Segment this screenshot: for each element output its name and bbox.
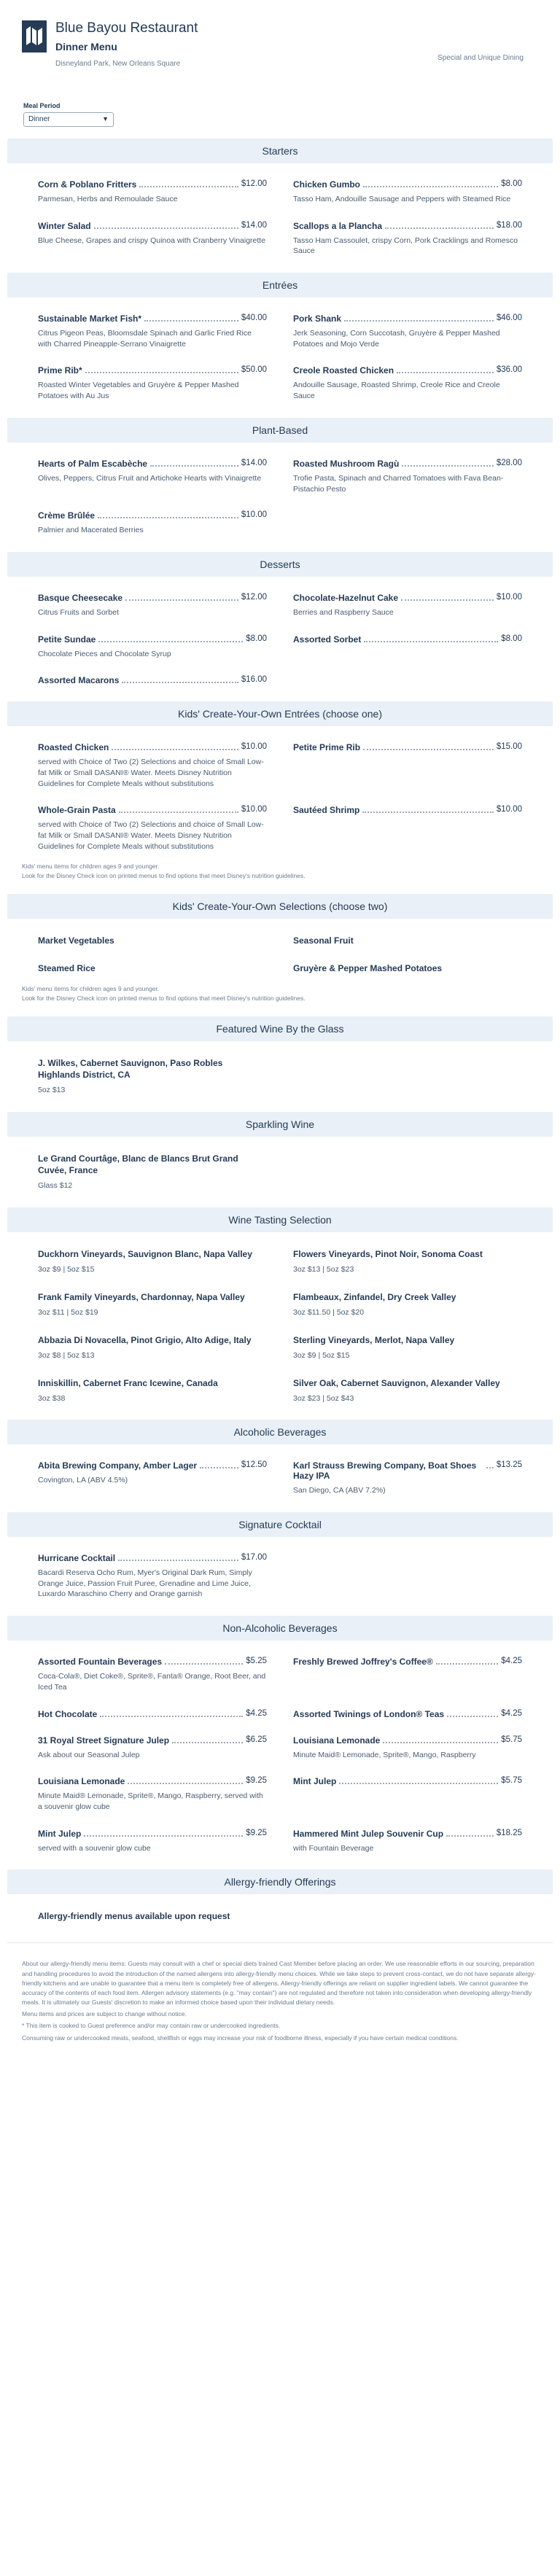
item-description: 3oz $9 | 5oz $15 — [293, 1350, 350, 1360]
menu-item — [293, 805, 522, 852]
allergy-disclaimer: About our allergy-friendly menu items: Guests may consult with a chef or special diets trained Cast Member before placing an order. We use reasonable efforts in our sourcing, preparation and handling procedures to avoid the introduction of the named allergens into allergy-friendly menu choices. While we take steps to prevent cross-contact, we do not have separate allergy-friendly kitchens and are unable to guarantee that a menu item is completely free of allergens. Allergy-friendly offerings are reliant on supplier ingredient labels. We cannot guarantee the accuracy of the contents of each food item. Allergen advisory statements (e.g. "may contain") are not regulated and therefore not taken into consideration when developing allergy-friendly meals. It is ultimately our Guests' discretion to make an informed choice based upon their individual dietary needs. — [22, 1960, 536, 2007]
menu-item — [293, 1776, 522, 1812]
item-description: Palmier and Macerated Berries — [38, 526, 144, 535]
menu-item-grid — [38, 179, 522, 257]
item-name: Roasted Mushroom Ragù — [293, 458, 400, 469]
item-name: Allergy-friendly menus available upon request — [38, 1911, 230, 1922]
item-price: $6.25 — [246, 1735, 267, 1744]
menu-item — [293, 459, 522, 494]
menu-item — [38, 1735, 267, 1761]
item-description: 3oz $38 — [38, 1393, 66, 1403]
menu-item — [293, 935, 522, 946]
menu-item — [293, 1334, 522, 1361]
leader-dots — [339, 1776, 498, 1784]
price-disclaimer: Menu items and prices are subject to change without notice. — [22, 2010, 187, 2018]
item-name: Pork Shank — [293, 314, 342, 324]
item-price: $16.00 — [241, 675, 267, 685]
item-price: $36.00 — [496, 365, 522, 375]
leader-dots — [118, 1553, 238, 1561]
item-description: Covington, LA (ABV 4.5%) — [38, 1476, 128, 1485]
item-price: $15.00 — [496, 742, 522, 752]
chevron-down-icon: ▼ — [102, 115, 109, 122]
section-body — [0, 1537, 560, 1616]
menu-item — [293, 221, 522, 257]
leader-dots — [172, 1735, 243, 1743]
item-price: $10.00 — [241, 510, 267, 520]
meal-period-label: Meal Period — [23, 102, 61, 109]
section-sparkling — [0, 1112, 560, 1207]
leader-dots — [98, 634, 243, 642]
section-kids-entrees — [0, 701, 560, 894]
item-price: $4.25 — [501, 1657, 522, 1666]
section-wine-glass — [0, 1016, 560, 1112]
section-title: Entrées — [7, 273, 553, 297]
leader-dots — [165, 1657, 243, 1665]
menu-item — [293, 962, 522, 974]
menu-item — [38, 1657, 267, 1692]
item-name: Mint Julep — [38, 1828, 82, 1839]
section-body — [0, 1444, 560, 1512]
menu-item-grid — [38, 593, 522, 685]
item-name: Chocolate-Hazelnut Cake — [293, 592, 399, 603]
item-description: Blue Cheese, Grapes and crispy Quinoa with Cranberry Vinaigrette — [38, 236, 266, 245]
menu-item-grid — [38, 314, 522, 402]
age-note: Kids' menu items for children ages 9 and younger. — [22, 863, 160, 871]
leader-dots — [122, 675, 238, 683]
section-body — [0, 1041, 560, 1112]
item-name: Gruyère & Pepper Mashed Potatoes — [293, 963, 443, 974]
menu-item — [293, 1735, 522, 1761]
item-price: $14.00 — [241, 220, 267, 230]
item-name: 31 Royal Street Signature Julep — [38, 1735, 170, 1746]
menu-item — [293, 1460, 522, 1496]
menu-sections — [0, 139, 560, 1938]
meal-period-select[interactable] — [23, 112, 114, 127]
leader-dots — [383, 1735, 498, 1743]
leader-dots — [150, 459, 238, 467]
item-description: Bacardi Reserva Ocho Rum, Myer's Original Dark Rum, Simply Orange Juice, Passion Fruit Puree, Grenadine and Lime Juice, Luxardo Maraschino Cherry and Orange garnish — [38, 1568, 252, 1599]
item-price: $12.00 — [241, 179, 267, 188]
item-name: Roasted Chicken — [38, 742, 109, 753]
leader-dots — [200, 1460, 238, 1468]
item-name: Silver Oak, Cabernet Sauvignon, Alexander Valley — [293, 1377, 500, 1388]
menu-item-grid — [38, 1248, 522, 1404]
item-price: $5.75 — [501, 1776, 522, 1786]
menu-item — [293, 1377, 522, 1404]
leader-dots — [363, 179, 498, 187]
menu-item-grid — [38, 1910, 522, 1922]
leader-dots — [397, 365, 494, 373]
section-wine-tasting — [0, 1207, 560, 1420]
item-description: served with a souvenir glow cube — [38, 1843, 151, 1853]
menu-item — [38, 459, 267, 494]
item-price: $8.00 — [246, 634, 267, 643]
item-name: Assorted Fountain Beverages — [38, 1657, 163, 1668]
item-price: $13.25 — [496, 1460, 522, 1470]
section-title: Wine Tasting Selection — [7, 1207, 553, 1232]
section-title: Signature Cocktail — [7, 1512, 553, 1537]
section-body — [0, 919, 560, 990]
foodborne-warning: Consuming raw or undercooked meats, seafood, shellfish or eggs may increase your risk of foodborne illness, especially if you have certain medical conditions. — [22, 2034, 459, 2042]
section-title: Alcoholic Beverages — [7, 1420, 553, 1444]
menu-item — [38, 962, 267, 974]
section-allergy — [0, 1869, 560, 1938]
item-description: served with Choice of Two (2) Selections and choice of Small Low-fat Milk or Small DASANI® Water. Meets Disney Nutrition Guidelines for Complete Meals without substitutions — [38, 758, 264, 788]
item-description: Minute Maid® Lemonade, Sprite®, Mango, Raspberry, served with a souvenir glow cube — [38, 1791, 263, 1811]
section-body — [0, 1894, 560, 1938]
menu-item — [38, 1057, 267, 1096]
section-body — [0, 1137, 560, 1207]
item-price: $46.00 — [496, 314, 522, 323]
section-starters — [0, 139, 560, 273]
menu-item — [293, 1829, 522, 1854]
item-price: $10.00 — [496, 805, 522, 814]
item-description: 3oz $9 | 5oz $15 — [38, 1265, 95, 1275]
item-price: $14.00 — [241, 458, 267, 467]
item-name: Abbazia Di Novacella, Pinot Grigio, Alto Adige, Italy — [38, 1334, 252, 1345]
item-price: $5.75 — [501, 1735, 522, 1744]
menu-item-grid — [38, 459, 522, 536]
menu-item — [38, 314, 267, 349]
section-body — [0, 1641, 560, 1869]
item-name: Basque Cheesecake — [38, 592, 123, 603]
menu-name: Dinner Menu — [55, 41, 117, 52]
menu-item-grid — [38, 1153, 522, 1191]
menu-item — [38, 805, 267, 852]
item-description: 3oz $11 | 5oz $19 — [38, 1307, 98, 1317]
item-description: Citrus Fruits and Sorbet — [38, 607, 119, 617]
item-name: Karl Strauss Brewing Company, Boat Shoes Hazy IPA — [293, 1460, 477, 1482]
item-name: Hurricane Cocktail — [38, 1553, 116, 1564]
section-title: Desserts — [7, 552, 553, 577]
restaurant-location: Disneyland Park, New Orleans Square — [55, 60, 181, 68]
leader-dots — [446, 1829, 494, 1837]
item-price: $9.25 — [246, 1828, 267, 1837]
item-name: Hammered Mint Julep Souvenir Cup — [293, 1828, 444, 1839]
item-description: 3oz $23 | 5oz $43 — [293, 1393, 354, 1403]
age-note: Kids' menu items for children ages 9 and younger. — [22, 985, 160, 993]
menu-item — [293, 365, 522, 401]
item-description: 3oz $13 | 5oz $23 — [293, 1265, 354, 1275]
item-description: Andouille Sausage, Roasted Shrimp, Creole Rice and Creole Sauce — [293, 381, 500, 401]
section-desserts — [0, 552, 560, 701]
item-price: $5.25 — [246, 1657, 267, 1666]
item-description: Chocolate Pieces and Chocolate Syrup — [38, 649, 171, 658]
item-description: Tasso Ham, Andouille Sausage and Peppers with Steamed Rice — [293, 195, 511, 203]
section-body — [0, 443, 560, 552]
menu-item — [293, 1291, 522, 1318]
kids-menu-note — [0, 984, 560, 1016]
item-name: Chicken Gumbo — [293, 179, 361, 190]
menu-item-grid — [38, 1553, 522, 1600]
item-description: served with Choice of Two (2) Selections and choice of Small Low-fat Milk or Small DASANI® Water. Meets Disney Nutrition Guidelines for Complete Meals without substitutions — [38, 820, 264, 851]
item-name: Whole-Grain Pasta — [38, 805, 116, 816]
menu-item — [38, 742, 267, 789]
item-description: 5oz $13 — [38, 1086, 66, 1095]
menu-item — [38, 1829, 267, 1854]
item-price: $10.00 — [496, 592, 522, 602]
menu-item — [293, 634, 522, 660]
item-name: Petite Prime Rib — [293, 742, 361, 753]
menu-item — [38, 675, 267, 685]
item-description: Trofie Pasta, Spinach and Charred Tomatoes with Fava Bean-Pistachio Pesto — [293, 473, 504, 494]
item-price: $18.25 — [496, 1828, 522, 1837]
item-name: Petite Sundae — [38, 634, 96, 645]
item-name: Flambeaux, Zinfandel, Dry Creek Valley — [293, 1291, 456, 1302]
section-plant-based — [0, 418, 560, 552]
item-name: Inniskillin, Cabernet Franc Icewine, Canada — [38, 1377, 218, 1388]
menu-item — [293, 179, 522, 205]
menu-item — [38, 221, 267, 257]
item-description: 3oz $8 | 5oz $13 — [38, 1350, 95, 1360]
item-description: San Diego, CA (ABV 7.2%) — [293, 1486, 386, 1495]
restaurant-logo-icon — [22, 20, 47, 52]
meal-period-selected: Dinner — [28, 115, 50, 123]
item-name: Assorted Macarons — [38, 675, 120, 686]
leader-dots — [385, 221, 494, 229]
menu-item — [38, 593, 267, 618]
disney-check-note: Look for the Disney Check icon on printed menus to find options that meet Disney's nutrition guidelines. — [22, 995, 306, 1002]
item-price: $9.25 — [246, 1776, 267, 1786]
item-price: $10.00 — [241, 805, 267, 814]
item-description: Minute Maid® Lemonade, Sprite®, Mango, Raspberry — [293, 1750, 476, 1759]
item-description: Coca-Cola®, Diet Coke®, Sprite®, Fanta® Orange, Root Beer, and Iced Tea — [38, 1672, 266, 1692]
menu-item — [293, 314, 522, 349]
item-name: Seasonal Fruit — [293, 935, 354, 946]
dining-tagline: Special and Unique Dining — [438, 54, 524, 62]
menu-item — [38, 1460, 267, 1496]
item-description: Roasted Winter Vegetables and Gruyère & Pepper Mashed Potatoes with Au Jus — [38, 381, 239, 401]
section-body — [0, 726, 560, 868]
item-name: Sautéed Shrimp — [293, 805, 360, 816]
section-body — [0, 1232, 560, 1420]
item-price: $40.00 — [241, 314, 267, 323]
menu-item — [38, 935, 267, 946]
item-name: Duckhorn Vineyards, Sauvignon Blanc, Napa Valley — [38, 1248, 252, 1259]
item-description: Tasso Ham Cassoulet, crispy Corn, Pork Cracklings and Romesco Sauce — [293, 236, 518, 256]
item-price: $18.00 — [496, 220, 522, 230]
leader-dots — [402, 459, 493, 467]
item-description: Glass $12 — [38, 1181, 73, 1191]
item-description: Jerk Seasoning, Corn Succotash, Gruyère & Pepper Mashed Potatoes and Mojo Verde — [293, 329, 500, 349]
menu-item-grid — [38, 935, 522, 974]
item-name: Le Grand Courtâge, Blanc de Blancs Brut Grand Cuvée, France — [38, 1153, 238, 1175]
restaurant-name: Blue Bayou Restaurant — [55, 20, 198, 36]
item-name: Assorted Twinings of London® Teas — [293, 1708, 445, 1719]
menu-item — [293, 1657, 522, 1692]
item-name: Hearts of Palm Escabèche — [38, 458, 148, 469]
item-name: Market Vegetables — [38, 935, 114, 946]
leader-dots — [128, 1776, 243, 1784]
section-title: Kids' Create-Your-Own Entrées (choose one) — [7, 701, 553, 726]
section-body — [0, 297, 560, 418]
item-description: 3oz $11.50 | 5oz $20 — [293, 1307, 365, 1317]
menu-item — [293, 742, 522, 789]
item-name: Crème Brûlée — [38, 510, 96, 521]
item-price: $50.00 — [241, 365, 267, 375]
kids-menu-note — [0, 862, 560, 894]
menu-item-grid — [38, 1057, 522, 1096]
leader-dots — [112, 742, 238, 750]
leader-dots — [119, 805, 238, 813]
leader-dots — [447, 1709, 498, 1717]
leader-dots — [486, 1460, 494, 1468]
leader-dots — [401, 593, 494, 601]
menu-item — [38, 1291, 267, 1318]
menu-item — [38, 1709, 267, 1719]
meal-period-picker — [0, 102, 560, 139]
disney-check-note: Look for the Disney Check icon on printed menus to find options that meet Disney's nutrition guidelines. — [22, 872, 306, 880]
menu-item — [38, 510, 267, 536]
menu-item — [38, 1776, 267, 1812]
raw-item-note: * This item is cooked to Guest preference and/or may contain raw or undercooked ingredients. — [22, 2022, 281, 2030]
section-kids-selections — [0, 894, 560, 1016]
menu-item-grid — [38, 1460, 522, 1496]
item-name: Flowers Vineyards, Pinot Noir, Sonoma Coast — [293, 1248, 483, 1259]
leader-dots — [436, 1657, 498, 1665]
item-price: $12.00 — [241, 592, 267, 602]
item-price: $12.50 — [241, 1460, 267, 1470]
leader-dots — [100, 1709, 243, 1717]
item-description: Citrus Pigeon Peas, Bloomsdale Spinach and Garlic Fried Rice with Charred Pineapple-Serrano Vinaigrette — [38, 329, 252, 349]
item-name: Hot Chocolate — [38, 1708, 98, 1719]
section-entrees — [0, 273, 560, 418]
menu-item — [38, 1553, 267, 1600]
item-name: Prime Rib* — [38, 365, 82, 376]
menu-item — [38, 1248, 267, 1275]
item-name: Louisiana Lemonade — [38, 1776, 125, 1787]
leader-dots — [94, 221, 238, 229]
menu-item — [38, 1910, 267, 1922]
menu-item — [293, 1709, 522, 1719]
item-description: Ask about our Seasonal Julep — [38, 1750, 140, 1759]
item-name: Winter Salad — [38, 220, 91, 231]
item-description: with Fountain Beverage — [293, 1843, 374, 1853]
menu-item — [38, 634, 267, 660]
item-name: Freshly Brewed Joffrey's Coffee® — [293, 1657, 433, 1668]
item-name: Assorted Sorbet — [293, 634, 362, 645]
item-name: J. Wilkes, Cabernet Sauvignon, Paso Robles Highlands District, CA — [38, 1057, 223, 1080]
section-title: Featured Wine By the Glass — [7, 1016, 553, 1041]
item-name: Corn & Poblano Fritters — [38, 179, 137, 190]
item-description: Parmesan, Herbs and Remoulade Sauce — [38, 195, 178, 203]
menu-item-grid — [38, 742, 522, 852]
leader-dots — [144, 314, 238, 322]
menu-item — [38, 1377, 267, 1404]
leader-dots — [363, 742, 494, 750]
item-name: Frank Family Vineyards, Chardonnay, Napa Valley — [38, 1291, 245, 1302]
section-non-alcoholic — [0, 1616, 560, 1869]
leader-dots — [362, 805, 493, 813]
item-name: Steamed Rice — [38, 963, 96, 974]
item-description: Olives, Peppers, Citrus Fruit and Artichoke Hearts with Vinaigrette — [38, 473, 262, 483]
section-signature — [0, 1512, 560, 1616]
item-name: Scallops a la Plancha — [293, 220, 383, 231]
leader-dots — [364, 634, 498, 642]
section-title: Allergy-friendly Offerings — [7, 1869, 553, 1894]
menu-item — [38, 179, 267, 205]
item-price: $8.00 — [501, 179, 522, 188]
item-name: Creole Roasted Chicken — [293, 365, 394, 376]
item-price: $4.25 — [246, 1708, 267, 1718]
leader-dots — [139, 179, 238, 187]
item-price: $17.00 — [241, 1553, 267, 1563]
menu-item — [293, 1248, 522, 1275]
item-description: Berries and Raspberry Sauce — [293, 607, 394, 617]
leader-dots — [98, 510, 238, 518]
section-title: Starters — [7, 139, 553, 163]
menu-item — [293, 593, 522, 618]
menu-item-grid — [38, 1657, 522, 1853]
menu-item — [38, 1334, 267, 1361]
section-alcoholic — [0, 1420, 560, 1512]
page-header — [0, 0, 560, 102]
section-title: Plant-Based — [7, 418, 553, 443]
item-name: Abita Brewing Company, Amber Lager — [38, 1460, 198, 1471]
page-footer — [0, 1943, 560, 2066]
item-price: $28.00 — [496, 458, 522, 467]
leader-dots — [85, 365, 238, 373]
leader-dots — [125, 593, 238, 601]
item-name: Sustainable Market Fish* — [38, 314, 142, 324]
section-title: Non-Alcoholic Beverages — [7, 1616, 553, 1641]
menu-item — [38, 1153, 267, 1191]
item-price: $10.00 — [241, 742, 267, 752]
item-name: Louisiana Lemonade — [293, 1735, 381, 1746]
section-title: Kids' Create-Your-Own Selections (choose two) — [7, 894, 553, 919]
item-price: $4.25 — [501, 1708, 522, 1718]
section-body — [0, 577, 560, 701]
item-price: $8.00 — [501, 634, 522, 643]
item-name: Mint Julep — [293, 1776, 337, 1787]
leader-dots — [344, 314, 494, 322]
item-name: Sterling Vineyards, Merlot, Napa Valley — [293, 1334, 455, 1345]
section-title: Sparkling Wine — [7, 1112, 553, 1137]
menu-item — [38, 365, 267, 401]
section-body — [0, 163, 560, 273]
leader-dots — [84, 1829, 243, 1837]
